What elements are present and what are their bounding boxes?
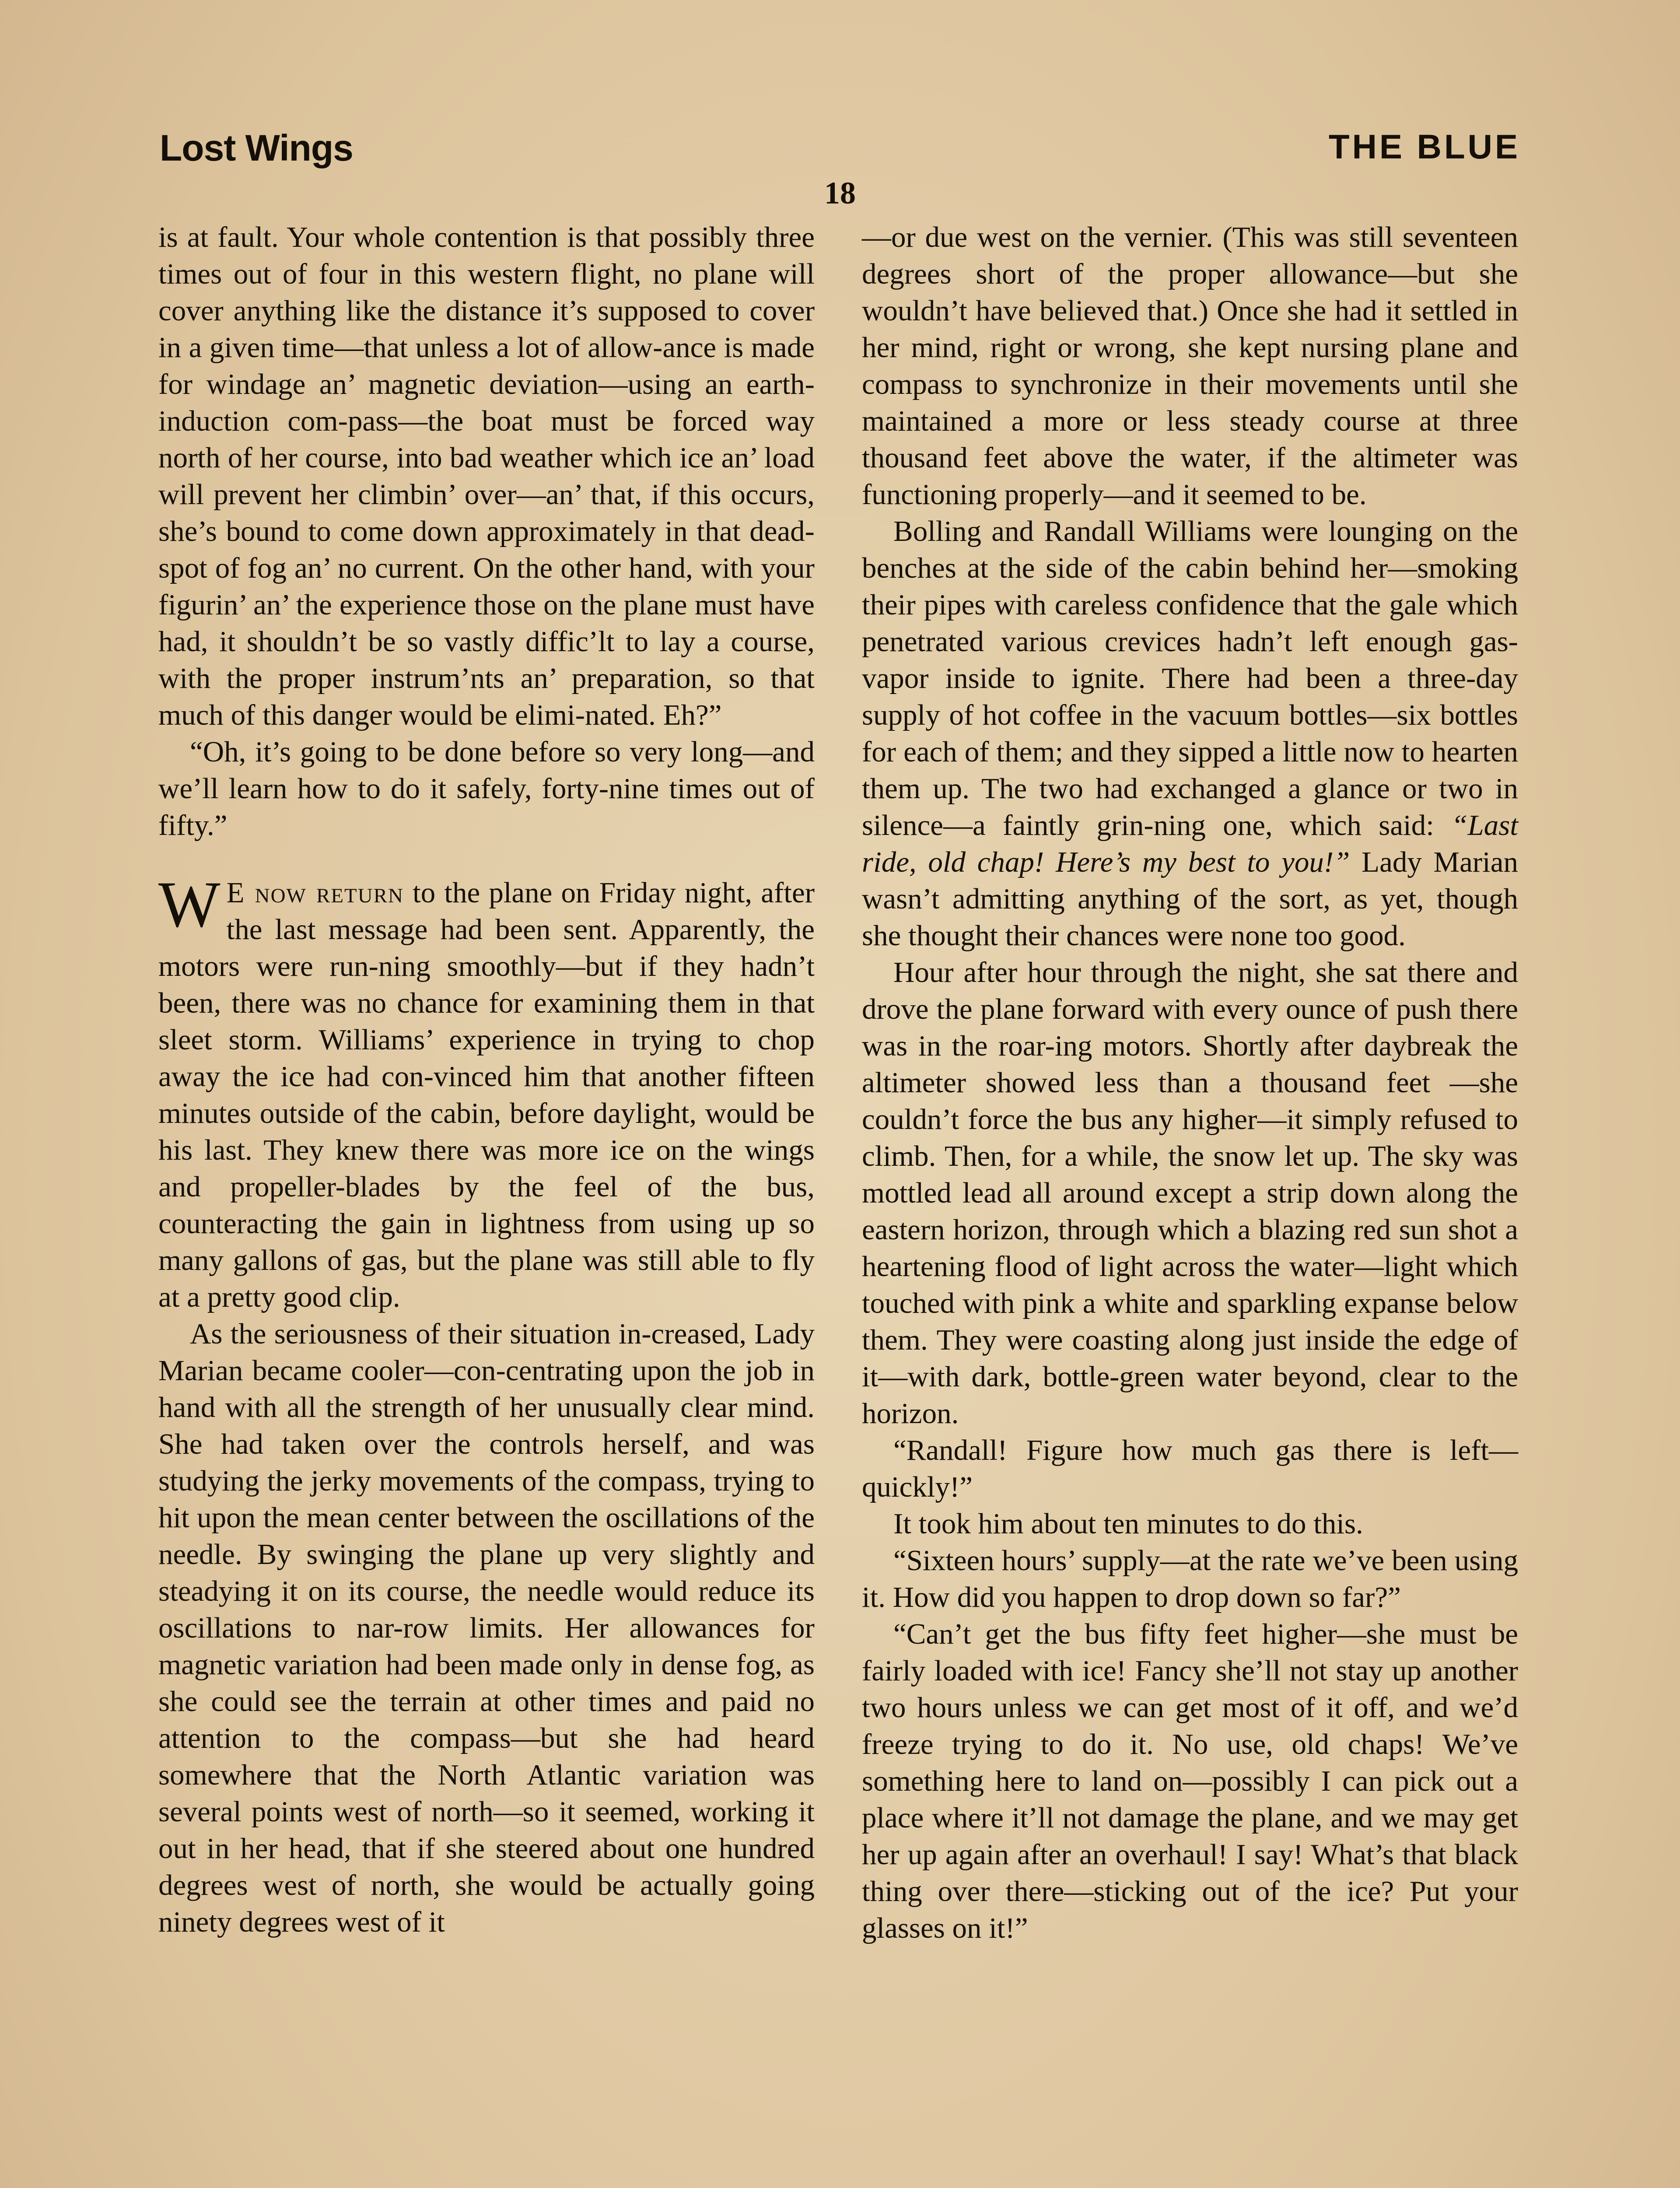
left-column (158, 219, 815, 1940)
paragraph: It took him about ten minutes to do this. (893, 1508, 1363, 1540)
italic-quote: “Last ride, old chap! Here’s my best to you!” (862, 809, 1518, 878)
paragraph (862, 513, 1518, 954)
paragraph: As the seriousness of their situation in-creased, Lady Marian became cooler—con-centrating upon the job in hand with all the strength of her unusually clear mind. She had taken over the controls herself, and was studying the jerky movements of the compass, trying to hit upon the mean center between the oscillations of the needle. By swinging the plane up very slightly and steadying it on its course, the needle would reduce its oscillations to nar-row limits. Her allowances for magnetic variation had been made only in dense fog, as she could see the terrain at other times and paid no attention to the compass—but she had heard somewhere that the North Atlantic variation was several points west of north—so it seemed, working it out in her head, that if she steered about one hundred degrees west of north, she would be actually going ninety degrees west of it (158, 1318, 815, 1938)
story-title: Lost Wings (160, 127, 353, 168)
paragraph: Hour after hour through the night, she sat there and drove the plane forward with every ounce of push there was in the roar-ing motors. Shortly after daybreak the altimeter showed less than a thousand feet —she couldn’t force the bus any higher—it simply refused to climb. Then, for a while, the snow let up. The sky was mottled lead all around except a strip down along the eastern horizon, through which a blazing red sun shot a heartening flood of light across the water—light which touched with pink a white and sparkling expanse below them. They were coasting along just inside the edge of it—with dark, bottle-green water beyond, clear to the horizon. (862, 956, 1518, 1430)
paragraph: —or due west on the vernier. (This was still seventeen degrees short of the proper allowance—but she wouldn’t have believed that.) Once she had it settled in her mind, right or wrong, she kept nursing plane and compass to synchronize in their movements until she maintained a more or less steady course at three thousand feet above the water, if the altimeter was functioning properly—and it seemed to be. (862, 221, 1518, 511)
section-start-paragraph (158, 868, 815, 1315)
drop-cap: W (158, 868, 220, 941)
page-number: 18 (824, 175, 856, 210)
magazine-title: THE BLUE (1329, 127, 1520, 166)
paragraph: “Randall! Figure how much gas there is left—quickly!” (862, 1434, 1518, 1503)
paragraph: “Can’t get the bus fifty feet higher—she must be fairly loaded with ice! Fancy she’ll not stay up another two hours unless we can get most of it off, and we’d freeze trying to do it. No use, old chaps! We’ve something here to land on—possibly I can pick out a place where it’ll not damage the plane, and we may get her up again after an overhaul! I say! What’s that black thing over there—sticking out of the ice? Put your glasses on it!” (862, 1618, 1518, 1944)
running-head (160, 127, 1520, 175)
paragraph: “Oh, it’s going to be done before so very long—and we’ll learn how to do it safely, forty-nine times out of fifty.” (158, 736, 815, 842)
paragraph-text: Lady Marian wasn’t admitting anything of the sort, as yet, though she thought their chances were none too good. (862, 846, 1519, 952)
paragraph: is at fault. Your whole contention is that possibly three times out of four in this western flight, no plane will cover anything like the distance it’s supposed to cover in a given time—that unless a lot of allow-ance is made for windage an’ magnetic deviation—using an earth-induction com-pass—the boat must be forced way north of her course, into bad weather which ice an’ load will prevent her climbin’ over—an’ that, if this occurs, she’s bound to come down approximately in that dead-spot of fog an’ no current. On the other hand, with your figurin’ an’ the experience those on the plane must have had, it shouldn’t be so vastly diffic’lt to lay a course, with the proper instrum’nts an’ preparation, so that much of this danger would be elimi-nated. Eh?” (158, 221, 815, 731)
paragraph-text: to the plane on Friday night, after the last message had been sent. Apparently, the motors were run-ning smoothly—but if they hadn’t been, there was no chance for examining them in that sleet storm. Williams’ experience in trying to chop away the ice had con-vinced him that another fifteen minutes outside of the cabin, before daylight, would be his last. They knew there was more ice on the wings and propeller-blades by the feel of the bus, counteracting the gain in lightness from using up so many gallons of gas, but the plane was still able to fly at a pretty good clip. (158, 877, 815, 1313)
right-column (862, 219, 1518, 1946)
small-caps-lead: E now return (226, 877, 404, 909)
paragraph: “Sixteen hours’ supply—at the rate we’ve been using it. How did you happen to drop down so far?” (862, 1544, 1518, 1613)
paragraph-text: Bolling and Randall Williams were lounging on the benches at the side of the cabin behind her—smoking their pipes with careless confidence that the gale which penetrated various crevices hadn’t left enough gas-vapor inside to ignite. There had been a three-day supply of hot coffee in the vacuum bottles—six bottles for each of them; and they sipped a little now to hearten them up. The two had exchanged a glance or two in silence—a faintly grin-ning one, which said: (862, 515, 1518, 842)
